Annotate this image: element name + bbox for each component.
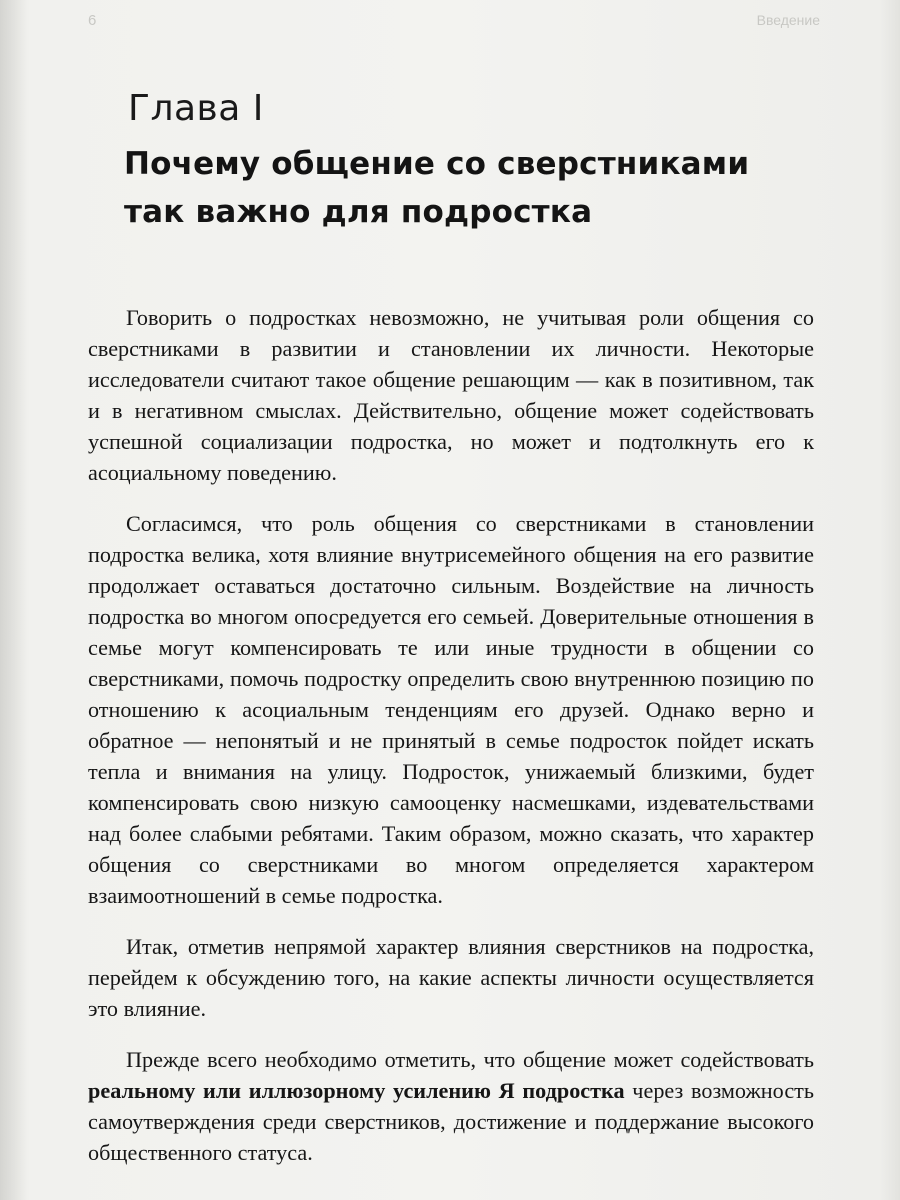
emphasis-phrase: реальному или иллюзорному усилению Я подростка <box>88 1078 625 1103</box>
chapter-title-line-1: Почему общение со сверстниками <box>124 146 750 182</box>
paragraph-4 <box>88 1044 814 1168</box>
page-header <box>88 12 820 34</box>
body-text <box>88 302 814 1188</box>
paragraph-4-end: через возможность самоутверждения среди сверстников, достижение и поддержание высокого общественного статуса. <box>88 1078 814 1165</box>
paragraph-3: Итак, отметив непрямой характер влияния сверстников на подростка, перейдем к обсуждению того, на какие аспекты личности осуществляется это влияние. <box>88 934 814 1021</box>
running-head: Введение <box>756 12 820 28</box>
chapter-title-line-2: так важно для подростка <box>124 194 593 230</box>
chapter-title <box>124 140 824 236</box>
page-gutter-shadow <box>0 0 28 1200</box>
paragraph-2: Согласимся, что роль общения со сверстниками в становлении подростка велика, хотя влияние внутрисемейного общения на его развитие продолжает оставаться достаточно сильным. Воздействие на личность подростка во многом опосредуется его семьей. Доверительные отношения в семье могут компенсировать те или иные трудности в общении со сверстниками, помочь подростку определить свою внутреннюю позицию по отношению к асоциальным тенденциям его друзей. Однако верно и обратное — непонятый и не принятый в семье подросток пойдет искать тепла и внимания на улицу. Подросток, унижаемый близкими, будет компенсировать свою низкую самооценку насмешками, издевательствами над более слабыми ребятами. Таким образом, можно сказать, что характер общения со сверстниками во многом определяется характером взаимоотношений в семье подростка. <box>88 511 814 908</box>
paragraph-4-start: Прежде всего необходимо отметить, что общение может содействовать <box>126 1047 814 1072</box>
page-number: 6 <box>88 12 97 29</box>
chapter-label: Глава I <box>128 88 264 129</box>
paragraph-1: Говорить о подростках невозможно, не учитывая роли общения со сверстниками в развитии и становлении их личности. Некоторые исследователи считают такое общение решающим — как в позитивном, так и в негативном смыслах. Действительно, общение может содействовать успешной социализации подростка, но может и подтолкнуть его к асоциальному поведению. <box>88 305 814 485</box>
